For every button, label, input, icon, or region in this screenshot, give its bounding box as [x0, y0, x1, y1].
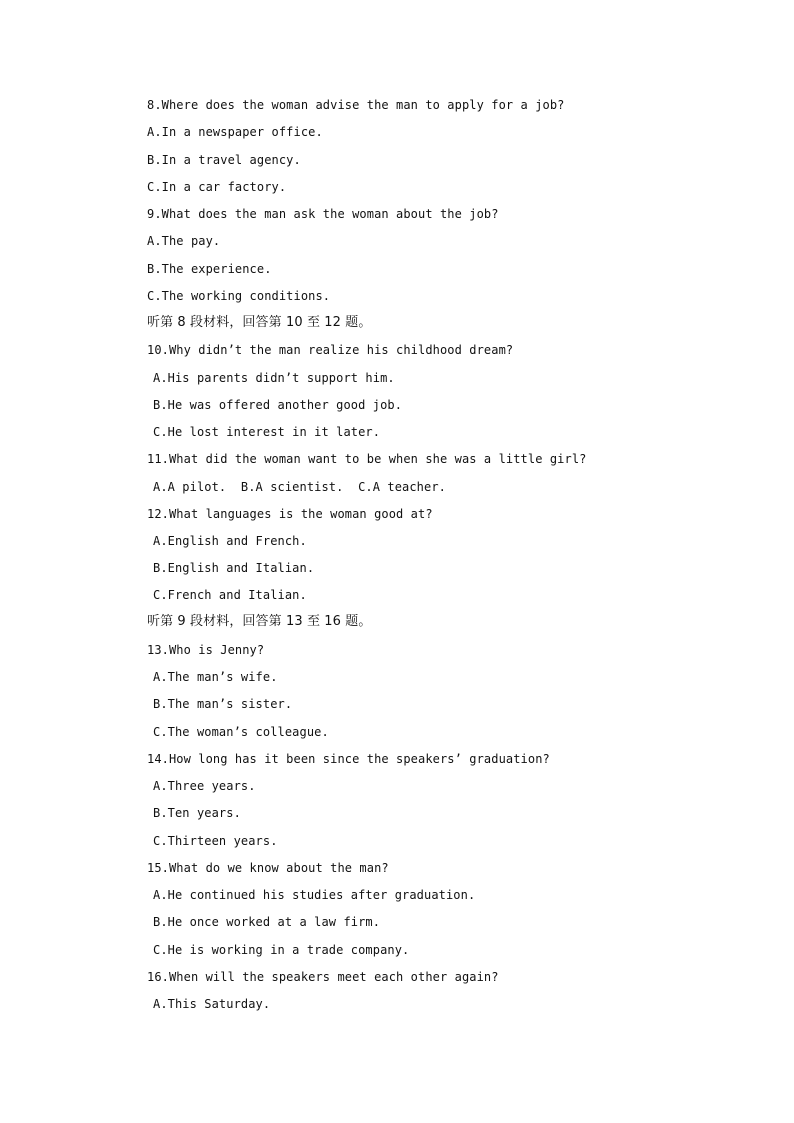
question-16: 16.When will the speakers meet each other again?: [147, 970, 499, 984]
question-9: 9.What does the man ask the woman about the job?: [147, 207, 499, 221]
option-10a: A.His parents didn’t support him.: [153, 371, 395, 385]
option-13c: C.The woman’s colleague.: [153, 725, 329, 739]
option-13b: B.The man’s sister.: [153, 697, 293, 711]
question-10: 10.Why didn’t the man realize his childhood dream?: [147, 343, 514, 357]
section-heading-9: 听第 9 段材料，回答第 13 至 16 题。: [147, 614, 372, 629]
question-8: 8.Where does the woman advise the man to apply for a job?: [147, 98, 565, 112]
option-9b: B.The experience.: [147, 262, 272, 276]
option-12a: A.English and French.: [153, 534, 307, 548]
question-12: 12.What languages is the woman good at?: [147, 507, 433, 521]
option-15b: B.He once worked at a law firm.: [153, 915, 381, 929]
option-9a: A.The pay.: [147, 234, 221, 248]
question-14: 14.How long has it been since the speakers’ graduation?: [147, 752, 550, 766]
question-15: 15.What do we know about the man?: [147, 861, 389, 875]
option-8b: B.In a travel agency.: [147, 153, 301, 167]
option-12b: B.English and Italian.: [153, 561, 315, 575]
option-14c: C.Thirteen years.: [153, 834, 278, 848]
question-11: 11.What did the woman want to be when she was a little girl?: [147, 452, 587, 466]
option-14a: A.Three years.: [153, 779, 256, 793]
option-10c: C.He lost interest in it later.: [153, 425, 381, 439]
option-16a: A.This Saturday.: [153, 997, 271, 1011]
question-13: 13.Who is Jenny?: [147, 643, 265, 657]
option-8c: C.In a car factory.: [147, 180, 287, 194]
option-10b: B.He was offered another good job.: [153, 398, 403, 412]
option-12c: C.French and Italian.: [153, 588, 307, 602]
option-15a: A.He continued his studies after graduation.: [153, 888, 476, 902]
option-13a: A.The man’s wife.: [153, 670, 278, 684]
option-9c: C.The working conditions.: [147, 289, 331, 303]
option-15c: C.He is working in a trade company.: [153, 943, 410, 957]
option-14b: B.Ten years.: [153, 806, 241, 820]
option-8a: A.In a newspaper office.: [147, 125, 323, 139]
options-11: A.A pilot. B.A scientist. C.A teacher.: [153, 480, 446, 494]
section-heading-8: 听第 8 段材料，回答第 10 至 12 题。: [147, 315, 372, 330]
